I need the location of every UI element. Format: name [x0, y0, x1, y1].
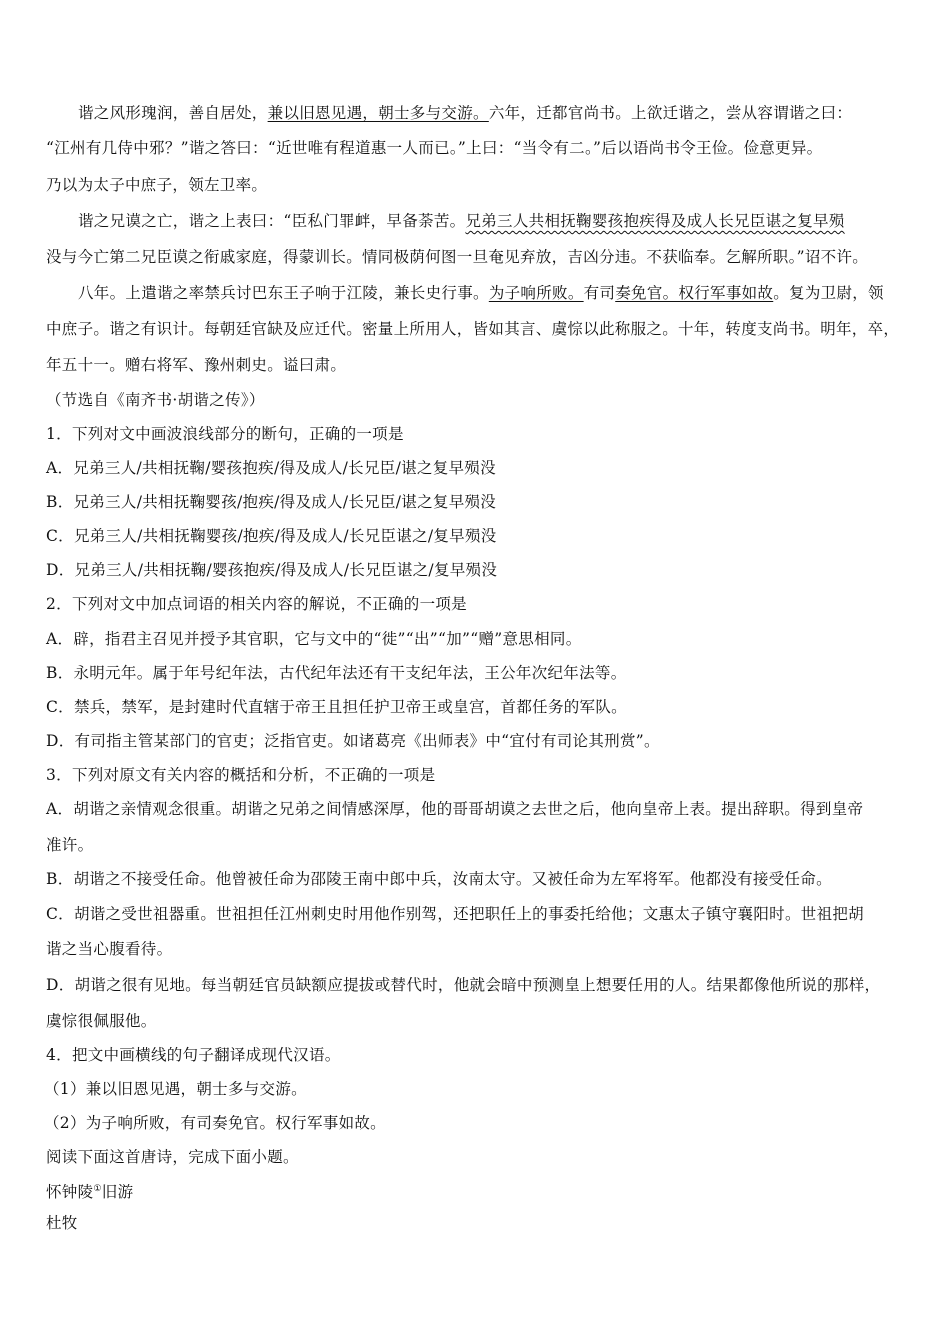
translate-item-1: （1）兼以旧恩见遇，朝士多与交游。 — [44, 1080, 307, 1098]
text-span: 旧游 — [101, 1183, 134, 1201]
option-d: D．兄弟三人/共相抚鞠/婴孩抱疾/得及成人/长兄臣谌之/复早殒没 — [46, 561, 498, 579]
question-stem: 4．把文中画横线的句子翻译成现代汉语。 — [46, 1046, 341, 1064]
option-c-cont: 谐之当心腹看待。 — [46, 940, 173, 958]
option-c: C．胡谐之受世祖器重。世祖担任江州刺史时用他作别驾，还把职任上的事委托给他；文惠太子镇守襄阳时。世祖把胡 — [46, 905, 864, 923]
option-b: B．永明元年。属于年号纪年法，古代纪年法还有干支纪年法，王公年次纪年法等。 — [46, 664, 627, 682]
question-stem: 3．下列对原文有关内容的概括和分析，不正确的一项是 — [46, 766, 436, 784]
option-a: A．兄弟三人/共相抚鞠/婴孩抱疾/得及成人/长兄臣/谌之复早殒没 — [46, 459, 496, 477]
text-span: 谐之风形瑰润，善自居处， — [78, 104, 268, 122]
text-span: 有司 — [583, 284, 616, 302]
text-span: 谐之兄谟之亡，谐之上表曰：“臣私门罪衅，早备荼苦。 — [78, 212, 466, 230]
passage-line — [78, 102, 910, 124]
option-a: A．辟，指君主召见并授予其官职，它与文中的“徙”“出”“加”“赠”意思相同。 — [46, 630, 582, 648]
option-b: B．胡谐之不接受任命。他曾被任命为邵陵王南中郎中兵，汝南太守。又被任命为左军将军。他都没有接受任命。 — [46, 870, 832, 888]
poem-title — [46, 1181, 910, 1203]
option-c: C．兄弟三人/共相抚鞠婴孩/抱疾/得及成人/长兄臣谌之/复早殒没 — [46, 527, 497, 545]
poem-author: 杜牧 — [46, 1214, 78, 1232]
passage-line — [78, 210, 910, 232]
footnote-marker: ① — [93, 1183, 102, 1194]
option-d-cont: 虞悰很佩服他。 — [46, 1012, 157, 1030]
translate-item-2: （2）为子响所败，有司奏免官。权行军事如故。 — [44, 1114, 386, 1132]
text-span: 。复为卫尉，领 — [773, 284, 884, 302]
option-a-cont: 准许。 — [46, 836, 94, 854]
option-c: C．禁兵，禁军，是封建时代直辖于帝王且担任护卫帝王或皇宫，首都任务的军队。 — [46, 698, 627, 716]
passage-line: 年五十一。赠右将军、豫州刺史。谥曰肃。 — [46, 356, 347, 374]
poem-intro: 阅读下面这首唐诗，完成下面小题。 — [46, 1148, 299, 1166]
wavy-underlined-sentence: 兄弟三人共相抚鞠婴孩抱疾得及成人长兄臣谌之复早殒 — [465, 212, 845, 230]
option-d: D．有司指主管某部门的官吏；泛指官吏。如诸葛亮《出师表》中“宜付有司论其刑赏”。 — [46, 732, 660, 750]
text-span: 八年。上遣谐之率禁兵讨巴东王子响于江陵，兼长史行事。 — [78, 284, 489, 302]
option-d: D．胡谐之很有见地。每当朝廷官员缺额应提拔或替代时，他就会暗中预测皇上想要任用的人。结果都像他所说的那样， — [46, 976, 881, 994]
underlined-sentence: 奏免官。权行军事如故 — [615, 284, 774, 302]
question-stem: 2．下列对文中加点词语的相关内容的解说，不正确的一项是 — [46, 595, 467, 613]
text-span: 怀钟陵 — [46, 1183, 94, 1201]
option-b: B．兄弟三人/共相抚鞠婴孩/抱疾/得及成人/长兄臣/谌之复早殒没 — [46, 493, 497, 511]
passage-line — [78, 282, 910, 304]
text-span: 六年，迁都官尚书。上欲迁谐之，尝从容谓谐之曰： — [488, 104, 853, 122]
passage-line: 中庶子。谐之有识计。每朝廷官缺及应迁代。密量上所用人，皆如其言、虞悰以此称服之。十年，转度支尚书。明年，卒， — [46, 320, 900, 338]
source-citation: （节选自《南齐书·胡谐之传》） — [46, 391, 265, 409]
option-a: A．胡谐之亲情观念很重。胡谐之兄弟之间情感深厚，他的哥哥胡谟之去世之后，他向皇帝上表。提出辞职。得到皇帝 — [46, 800, 864, 818]
underlined-sentence: 兼以旧恩见遇，朝士多与交游。 — [267, 104, 489, 122]
passage-line: 没与今亡第二兄臣谟之衔戚家庭，得蒙训长。情同极荫何图一旦奄见弃放，吉凶分违。不获临奉。乞解所职。”诏不许。 — [46, 248, 869, 266]
passage-line: “江州有几侍中邪？”谐之答曰：“近世唯有程道惠一人而已。”上曰：“当令有二。”后以语尚书令王俭。俭意更异。 — [46, 139, 823, 157]
passage-line: 乃以为太子中庶子，领左卫率。 — [46, 176, 268, 194]
question-stem: 1．下列对文中画波浪线部分的断句，正确的一项是 — [46, 425, 404, 443]
underlined-sentence: 为子响所败。 — [488, 284, 584, 302]
